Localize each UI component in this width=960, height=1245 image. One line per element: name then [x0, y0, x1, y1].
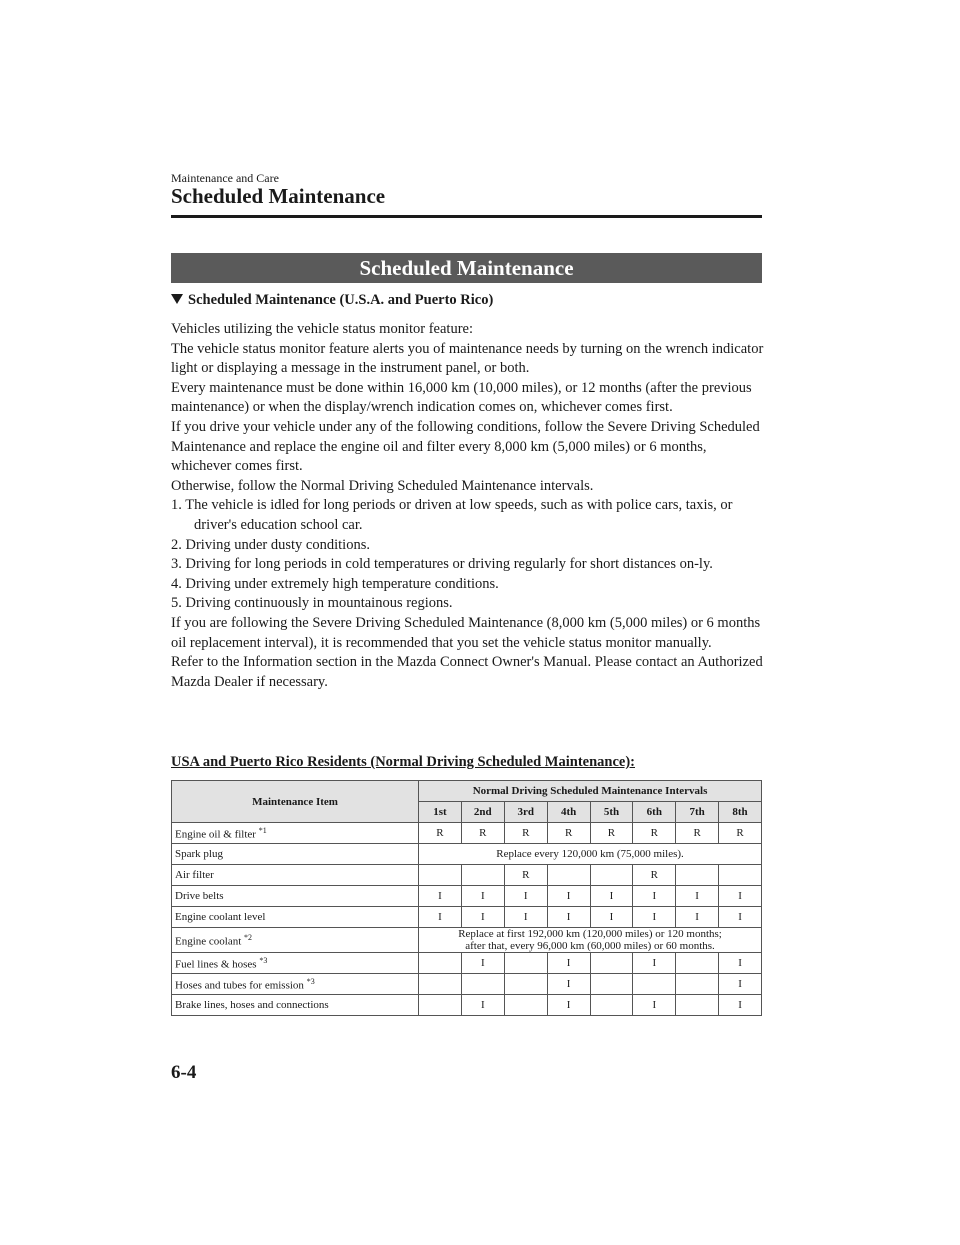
interval-cell: I	[676, 886, 719, 907]
table-row	[172, 823, 762, 844]
subheading-text: Scheduled Maintenance (U.S.A. and Puerto Rico)	[188, 292, 494, 308]
interval-cell	[590, 974, 633, 995]
table-row	[172, 974, 762, 995]
interval-cell: R	[590, 823, 633, 844]
interval-cell: I	[547, 995, 590, 1016]
interval-cell: I	[547, 886, 590, 907]
interval-cell: R	[461, 823, 504, 844]
paragraph: Every maintenance must be done within 16,000 km (10,000 miles), or 12 months (after the previous maintenance) or when the display/wrench indication comes on, whichever comes first.	[171, 379, 752, 416]
interval-note: Replace every 120,000 km (75,000 miles).	[419, 844, 762, 865]
interval-cell: R	[504, 823, 547, 844]
item-cell: Air filter	[172, 865, 419, 886]
interval-cell	[504, 953, 547, 974]
item-name: Fuel lines & hoses	[175, 958, 260, 971]
table-row	[172, 886, 762, 907]
interval-cell: I	[719, 995, 762, 1016]
paragraph: Refer to the Information section in the Mazda Connect Owner's Manual. Please contact an Authorized Mazda Dealer if necessary.	[171, 654, 763, 690]
item-cell	[172, 928, 419, 953]
list-item: 4. Driving under extremely high temperature conditions.	[171, 575, 499, 592]
interval-cell	[676, 953, 719, 974]
table-row	[172, 995, 762, 1016]
title-rule	[171, 215, 762, 218]
maintenance-table	[171, 780, 762, 1016]
interval-cell	[676, 865, 719, 886]
item-cell: Brake lines, hoses and connections	[172, 995, 419, 1016]
interval-cell	[676, 995, 719, 1016]
interval-cell	[419, 953, 462, 974]
section-label: Maintenance and Care	[171, 171, 279, 185]
item-cell	[172, 953, 419, 974]
interval-cell	[590, 995, 633, 1016]
interval-header: 3rd	[504, 802, 547, 823]
interval-cell: I	[633, 907, 676, 928]
interval-cell: I	[547, 907, 590, 928]
list-item: 2. Driving under dusty conditions.	[171, 536, 370, 553]
interval-cell: I	[419, 907, 462, 928]
interval-cell: I	[719, 974, 762, 995]
interval-header: 5th	[590, 802, 633, 823]
item-cell: Engine coolant level	[172, 907, 419, 928]
interval-cell: I	[633, 995, 676, 1016]
table-row	[172, 953, 762, 974]
interval-cell: R	[719, 823, 762, 844]
interval-cell	[419, 865, 462, 886]
interval-note-line: after that, every 96,000 km (60,000 miles) or 60 months.	[465, 940, 715, 952]
interval-cell: I	[461, 953, 504, 974]
interval-cell: R	[676, 823, 719, 844]
interval-cell: R	[547, 823, 590, 844]
interval-cell	[633, 974, 676, 995]
interval-header: 7th	[676, 802, 719, 823]
triangle-down-icon	[171, 294, 183, 304]
interval-cell	[461, 865, 504, 886]
interval-cell: I	[719, 886, 762, 907]
interval-cell	[504, 995, 547, 1016]
interval-cell: I	[633, 953, 676, 974]
table-row	[172, 844, 762, 865]
item-name: Engine oil & filter	[175, 828, 259, 841]
interval-cell: I	[461, 886, 504, 907]
interval-cell: R	[633, 823, 676, 844]
interval-cell	[419, 995, 462, 1016]
list-item: 3. Driving for long periods in cold temperatures or driving regularly for short distances on-ly.	[171, 556, 713, 573]
interval-cell: I	[590, 907, 633, 928]
interval-cell: R	[633, 865, 676, 886]
body-text	[171, 320, 766, 692]
page-number: 6-4	[171, 1062, 197, 1083]
paragraph: If you drive your vehicle under any of the following conditions, follow the Severe Driving Scheduled Maintenance and replace the engine oil and filter every 8,000 km (5,000 miles) or 6 months, whichever comes first.	[171, 418, 760, 475]
interval-cell	[676, 974, 719, 995]
paragraph: Vehicles utilizing the vehicle status monitor feature:	[171, 321, 473, 337]
interval-cell	[590, 953, 633, 974]
interval-cell: I	[461, 995, 504, 1016]
paragraph: The vehicle status monitor feature alerts you of maintenance needs by turning on the wrench indicator light or displaying a message in the instrument panel, or both.	[171, 340, 764, 377]
column-header-intervals: Normal Driving Scheduled Maintenance Intervals	[419, 781, 762, 802]
interval-cell: R	[419, 823, 462, 844]
item-name: Engine coolant	[175, 935, 245, 948]
footnote-mark: *3	[259, 955, 268, 965]
table-row	[172, 865, 762, 886]
interval-header: 2nd	[461, 802, 504, 823]
interval-cell: I	[547, 953, 590, 974]
interval-cell: I	[504, 886, 547, 907]
interval-cell	[461, 974, 504, 995]
interval-cell: I	[719, 953, 762, 974]
interval-cell	[547, 865, 590, 886]
interval-header: 4th	[547, 802, 590, 823]
interval-cell: I	[676, 907, 719, 928]
paragraph: If you are following the Severe Driving Scheduled Maintenance (8,000 km (5,000 miles) or 6 months oil replacement interval), it is recommended that you set the vehicle status monitor manually.	[171, 614, 761, 651]
item-name: Hoses and tubes for emission	[175, 979, 307, 992]
item-cell	[172, 974, 419, 995]
table-heading: USA and Puerto Rico Residents (Normal Driving Scheduled Maintenance):	[171, 754, 635, 770]
interval-header: 1st	[419, 802, 462, 823]
page-title: Scheduled Maintenance	[171, 184, 386, 208]
item-cell: Drive belts	[172, 886, 419, 907]
interval-cell: I	[419, 886, 462, 907]
interval-cell	[590, 865, 633, 886]
interval-note	[419, 928, 762, 953]
list-item: 1. The vehicle is idled for long periods or driven at low speeds, such as with police cars, taxis, or driver's education school car.	[171, 497, 733, 533]
subheading	[171, 292, 493, 309]
interval-cell: I	[719, 907, 762, 928]
section-banner: Scheduled Maintenance	[171, 253, 762, 283]
interval-cell: R	[504, 865, 547, 886]
interval-cell: I	[633, 886, 676, 907]
interval-cell: I	[547, 974, 590, 995]
table-row	[172, 907, 762, 928]
table-row	[172, 928, 762, 953]
list-item: 5. Driving continuously in mountainous regions.	[171, 595, 453, 612]
interval-cell	[504, 974, 547, 995]
paragraph: Otherwise, follow the Normal Driving Scheduled Maintenance intervals.	[171, 477, 594, 494]
interval-note-line: Replace at first 192,000 km (120,000 miles) or 120 months;	[458, 928, 722, 940]
interval-cell: I	[504, 907, 547, 928]
interval-header: 6th	[633, 802, 676, 823]
footnote-mark: *2	[244, 932, 253, 942]
interval-cell: I	[590, 886, 633, 907]
interval-cell	[719, 865, 762, 886]
interval-cell: I	[461, 907, 504, 928]
footnote-mark: *3	[306, 976, 315, 986]
column-header-item: Maintenance Item	[172, 781, 419, 823]
interval-header: 8th	[719, 802, 762, 823]
interval-cell	[419, 974, 462, 995]
item-cell: Spark plug	[172, 844, 419, 865]
footnote-mark: *1	[258, 825, 267, 835]
item-cell	[172, 823, 419, 844]
